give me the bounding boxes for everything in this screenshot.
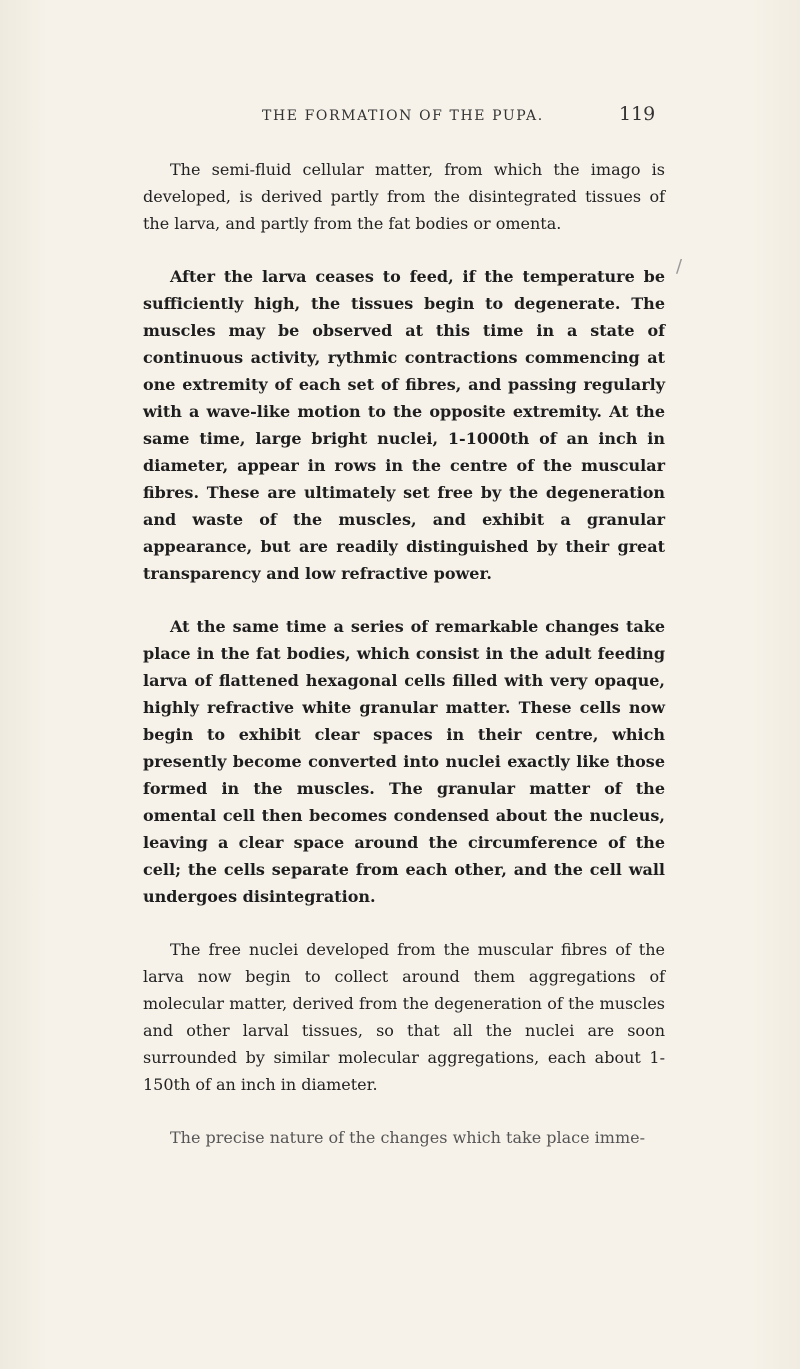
paragraph-3: At the same time a series of remarkable changes take place in the fat bodies, which consist in the adult feeding larva of flattened hexagonal cells filled with very opaque, highly refractive white granular matter. These cells now begin to exhibit clear spaces in their centre, which presently become converted into nuclei exactly like those formed in the muscles. The granular matter of the omental cell then becomes condensed about the nucleus, leaving a clear space around the circumference of the cell; the cells separate from each other, and the cell wall undergoes disintegration.	[143, 617, 665, 906]
paragraph-1: The semi-fluid cellular matter, from which the imago is developed, is derived partly from the disintegrated tissues of the larva, and partly from the fat bodies or omenta.	[143, 160, 665, 233]
paragraph-5: The precise nature of the changes which take place imme-	[170, 1128, 645, 1147]
paragraph-4: The free nuclei developed from the muscular fibres of the larva now begin to collect around them aggregations of molecular matter, derived from the degeneration of the muscles and other larval tissues, so that all the nuclei are soon surrounded by similar molecular aggregations, each about 1-150th of an inch in diameter.	[143, 940, 665, 1094]
margin-pencil-mark: /	[676, 256, 683, 277]
page-number: 119	[619, 103, 656, 125]
body-text	[143, 156, 665, 1177]
paragraph-2: After the larva ceases to feed, if the temperature be sufficiently high, the tissues begin to degenerate. The muscles may be observed at this time in a state of continuous activity, rythmic contractions commencing at one extremity of each set of fibres, and passing regularly with a wave-like motion to the opposite extremity. At the same time, large bright nuclei, 1-1000th of an inch in diameter, appear in rows in the centre of the muscular fibres. These are ultimately set free by the degeneration and waste of the muscles, and exhibit a granular appearance, but are readily distinguished by their great transparency and low refractive power.	[143, 267, 665, 583]
running-head: THE FORMATION OF THE PUPA.	[262, 108, 544, 124]
